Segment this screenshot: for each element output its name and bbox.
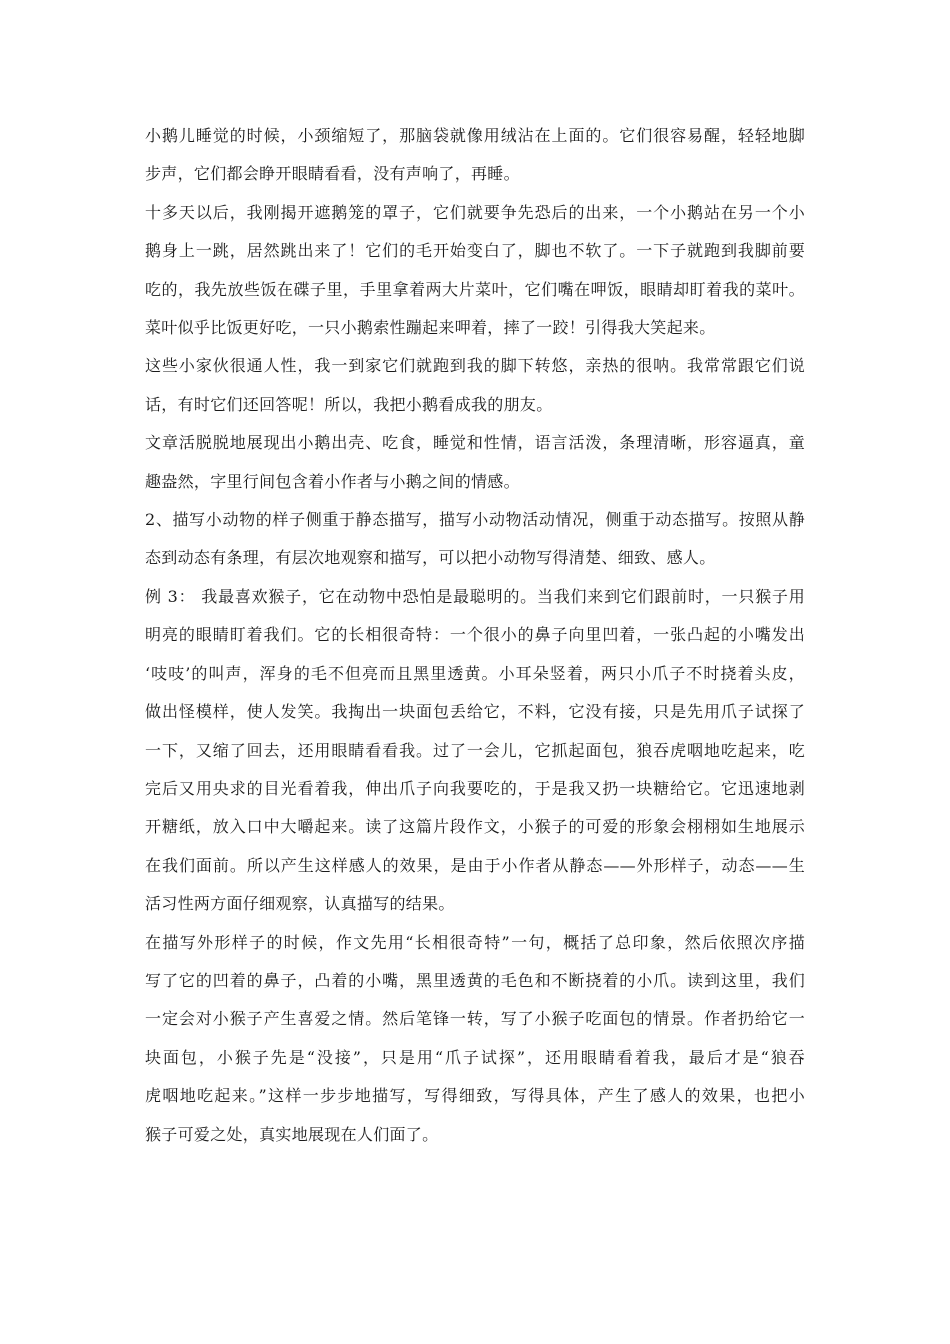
text-line: 虎咽地吃起来。”这样一步步地描写，写得细致，写得具体，产生了感人的效果，也把小 (145, 1086, 805, 1106)
text-line: 块面包，小猴子先是“没接”，只是用“爪子试探”，还用眼睛看着我，最后才是“狼吞 (145, 1047, 805, 1067)
paragraph-goslings-friends (145, 347, 805, 424)
paragraph-point-2 (145, 501, 805, 578)
text-line: 在描写外形样子的时候，作文先用“长相很奇特”一句，概括了总印象，然后依照次序描 (145, 932, 805, 952)
text-line: 态到动态有条理，有层次地观察和描写，可以把小动物写得清楚、细致、感人。 (145, 548, 716, 568)
text-line: 吃的，我先放些饭在碟子里，手里拿着两大片菜叶，它们嘴在呷饭，眼睛却盯着我的菜叶。 (145, 279, 805, 299)
text-line: 猴子可爱之处，真实地展现在人们面了。 (145, 1124, 439, 1144)
text-line: 一下，又缩了回去，还用眼睛看看我。过了一会儿，它抓起面包，狼吞虎咽地吃起来，吃 (145, 740, 805, 760)
text-line: 话，有时它们还回答呢！所以，我把小鹅看成我的朋友。 (145, 394, 553, 414)
text-line: 明亮的眼睛盯着我们。它的长相很奇特：一个很小的鼻子向里凹着，一张凸起的小嘴发出 (145, 625, 805, 645)
paragraph-analysis (145, 924, 805, 1154)
text-line: 鹅身上一跳，居然跳出来了！它们的毛开始变白了，脚也不软了。一下子就跑到我脚前要 (145, 241, 805, 261)
paragraph-goslings-grow (145, 194, 805, 348)
text-line: 这些小家伙很通人性，我一到家它们就跑到我的脚下转悠，亲热的很呐。我常常跟它们说 (145, 356, 805, 376)
text-line: 十多天以后，我刚揭开遮鹅笼的罩子，它们就要争先恐后的出来，一个小鹅站在另一个小 (145, 202, 805, 222)
paragraph-example-3 (145, 578, 805, 924)
text-line: 一定会对小猴子产生喜爱之情。然后笔锋一转，写了小猴子吃面包的情景。作者扔给它一 (145, 1009, 805, 1029)
text-line: 文章活脱脱地展现出小鹅出壳、吃食，睡觉和性情，语言活泼，条理清晰，形容逼真，童 (145, 433, 805, 453)
text-line: 做出怪模样，使人发笑。我掏出一块面包丢给它，不料，它没有接，只是先用爪子试探了 (145, 702, 805, 722)
text-line: 小鹅儿睡觉的时候，小颈缩短了，那脑袋就像用绒沾在上面的。它们很容易醒，轻轻地脚 (145, 126, 805, 145)
text-line: 活习性两方面仔细观察，认真描写的结果。 (145, 894, 455, 914)
text-line: 趣盎然，字里行间包含着小作者与小鹅之间的情感。 (145, 471, 520, 491)
text-line: 例 3： 我最喜欢猴子，它在动物中恐怕是最聪明的。当我们来到它们跟前时，一只猴子用 (145, 586, 805, 606)
paragraph-commentary (145, 424, 805, 501)
text-line: 步声，它们都会睁开眼睛看看，没有声响了，再睡。 (145, 164, 520, 184)
text-line: ‘吱吱’的叫声，浑身的毛不但亮而且黑里透黄。小耳朵竖着，两只小爪子不时挠着头皮， (145, 663, 805, 683)
text-line: 开糖纸，放入口中大嚼起来。读了这篇片段作文，小猴子的可爱的形象会栩栩如生地展示 (145, 817, 805, 837)
text-line: 2、描写小动物的样子侧重于静态描写，描写小动物活动情况，侧重于动态描写。按照从静 (145, 510, 805, 530)
document-page (145, 117, 805, 1154)
text-line: 在我们面前。所以产生这样感人的效果，是由于小作者从静态——外形样子，动态——生 (145, 855, 805, 875)
text-line: 写了它的凹着的鼻子，凸着的小嘴，黑里透黄的毛色和不断挠着的小爪。读到这里，我们 (145, 970, 805, 990)
paragraph-sleeping-goslings (145, 117, 805, 194)
text-line: 完后又用央求的目光看着我，伸出爪子向我要吃的，于是我又扔一块糖给它。它迅速地剥 (145, 778, 805, 798)
text-line: 菜叶似乎比饭更好吃，一只小鹅索性蹦起来呷着，摔了一跤！引得我大笑起来。 (145, 318, 716, 338)
